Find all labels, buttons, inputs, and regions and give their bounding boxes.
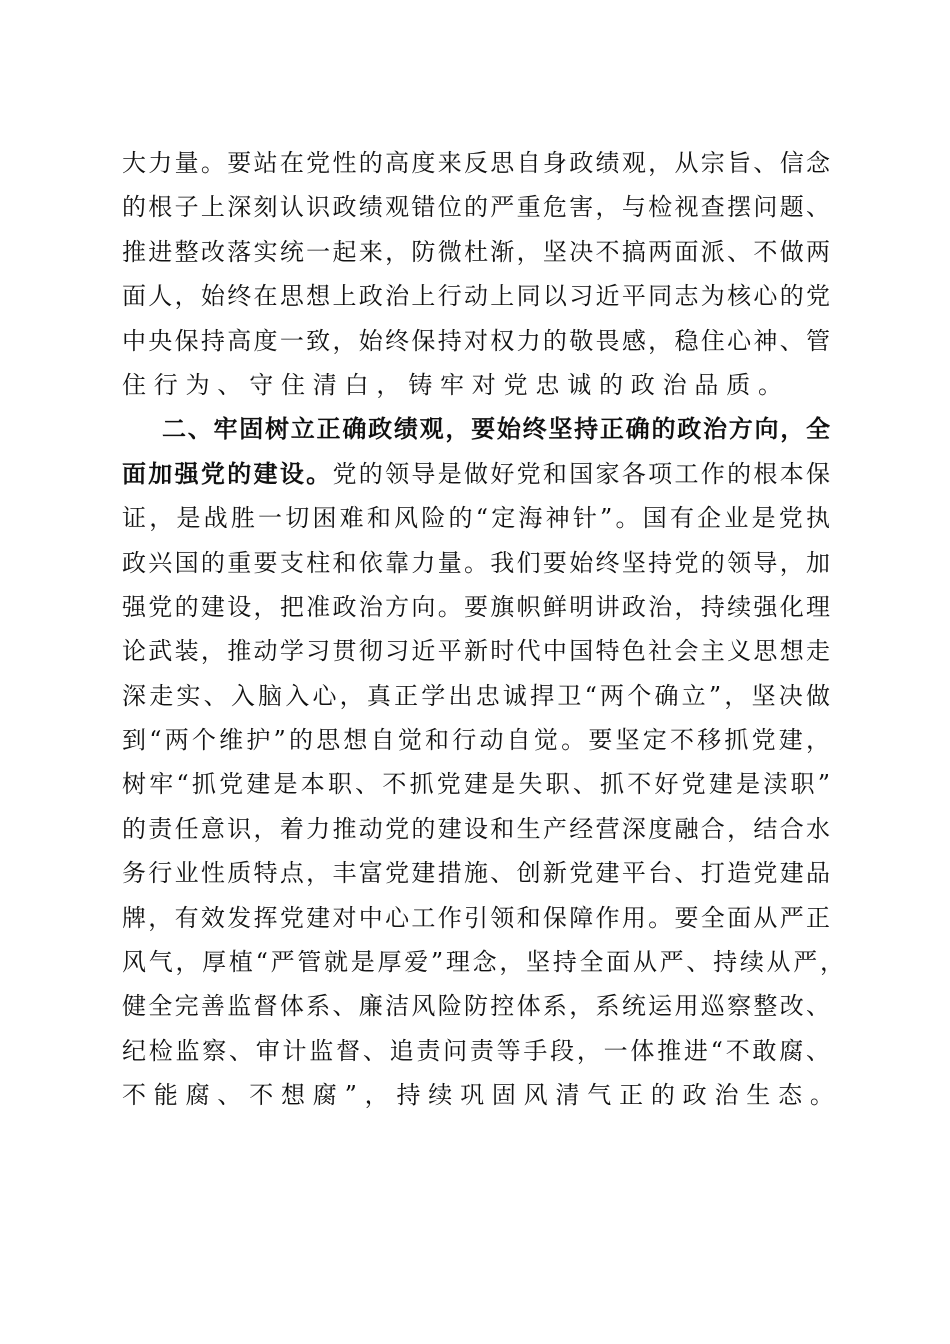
text-line: 中央保持高度一致，始终保持对权力的敬畏感，稳住心神、管 [122,326,830,355]
text-span: 党的领导是做好党和国家各项工作的根本保 [332,459,831,488]
document-page [122,141,844,1118]
text-line: 树牢“抓党建是本职、不抓党建是失职、抓不好党建是渎职” [122,770,830,799]
text-line: 纪检监察、审计监督、追责问责等手段，一体推进“不敢腐、 [122,1036,830,1065]
text-line: 政兴国的重要支柱和依靠力量。我们要始终坚持党的领导，加 [122,548,830,577]
text-line: 牌，有效发挥党建对中心工作引领和保障作用。要全面从严正 [122,903,830,932]
text-line [122,452,830,496]
text-line: 推进整改落实统一起来，防微杜渐，坚决不搞两面派、不做两 [122,237,830,266]
section-heading-continued: 面加强党的建设。 [122,458,333,488]
text-line: 强党的建设，把准政治方向。要旗帜鲜明讲政治，持续强化理 [122,592,830,621]
text-line: 论武装，推动学习贯彻习近平新时代中国特色社会主义思想走 [122,637,830,666]
section-heading: 二、牢固树立正确政绩观，要始终坚持正确的政治方向，全 [162,414,830,444]
text-line: 住行为、守住清白，铸牢对党忠诚的政治品质。 [122,370,790,399]
paragraph-2 [122,407,844,1117]
text-line: 面人，始终在思想上政治上行动上同以习近平同志为核心的党 [122,282,830,311]
text-line: 风气，厚植“严管就是厚爱”理念，坚持全面从严、持续从严， [122,948,844,977]
paragraph-1 [122,141,830,407]
text-line: 的责任意识，着力推动党的建设和生产经营深度融合，结合水 [122,814,830,843]
text-line: 不能腐、不想腐”，持续巩固风清气正的政治生态。 [122,1081,842,1110]
text-line: 深走实、入脑入心，真正学出忠诚捍卫“两个确立”，坚决做 [122,681,830,710]
text-line: 到“两个维护”的思想自觉和行动自觉。要坚定不移抓党建， [122,726,830,755]
text-line: 务行业性质特点，丰富党建措施、创新党建平台、打造党建品 [122,859,830,888]
text-line: 大力量。要站在党性的高度来反思自身政绩观，从宗旨、信念 [122,149,830,177]
text-line: 健全完善监督体系、廉洁风险防控体系，系统运用巡察整改、 [122,992,830,1021]
text-line: 证，是战胜一切困难和风险的“定海神针”。国有企业是党执 [122,504,830,533]
text-line: 的根子上深刻认识政绩观错位的严重危害，与检视查摆问题、 [122,193,830,222]
